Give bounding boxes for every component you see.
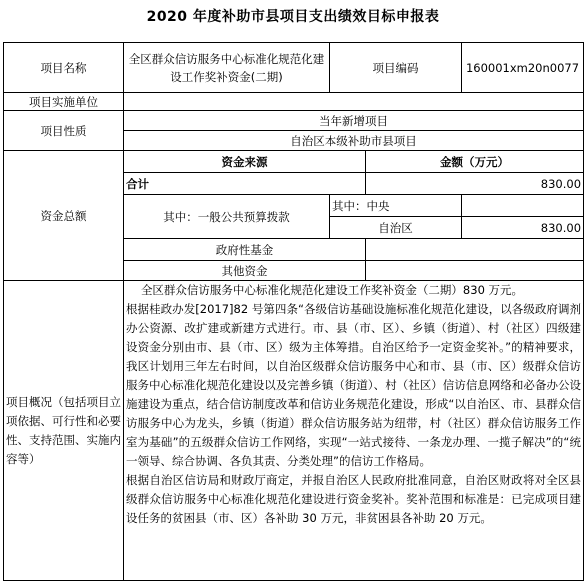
central-label: 其中：中央 — [330, 195, 462, 217]
project-code-value: 160001xm20n0077 — [462, 43, 584, 93]
other-funds-value — [366, 261, 584, 281]
region-value: 830.00 — [462, 217, 584, 239]
application-form — [3, 42, 584, 581]
nature-value-subsidy: 自治区本级补助市县项目 — [124, 131, 584, 151]
overview-paragraph-2: 根据桂政办发[2017]82 号第四条“各级信访基础设施标准化规范化建设，以各级政府调剂办公资源、改扩建或新建方式进行。市、县（市、区）、乡镇（街道）、村（社区）四级建设资金分别由市、县（市、区）级为主体筹措。自治区给予一定资金奖补。”的精神要求，我区计划用三年左右时间，以自治区级群众信访服务中心和市、县（市、区）级群众信访服务中心标准化规范化建设以及完善乡镇（街道）、村（社区）信访信息网络和必备办公设施建设为重点，结合信访制度改革和信访业务规范化建设，形成“以自治区、市、县群众信访服务中心为龙头，乡镇（街道）群众信访服务站为纽带，村（社区）群众信访服务工作室为基础”的五级群众信访工作网络，实现“一站式接待、一条龙办理、一揽子解决”的“统一领导、综合协调、各负其责、分类处理”的信访工作格局。 — [126, 302, 582, 468]
region-label: 自治区 — [330, 217, 462, 239]
impl-unit-label: 项目实施单位 — [4, 93, 124, 111]
impl-unit-value — [124, 93, 584, 111]
overview-paragraph-3: 根据自治区信访局和财政厅商定，并报自治区人民政府批准同意，自治区财政将对全区县级群众信访服务中心标准化规范化建设进行资金奖补。奖补范围和标准是：已完成项目建设任务的贫困县（市、区）各补助 30 万元，非贫困县各补助 20 万元。 — [126, 473, 582, 525]
funds-amount-header: 金额（万元） — [366, 151, 584, 173]
central-value — [462, 195, 584, 217]
funds-source-header: 资金来源 — [124, 151, 366, 173]
other-funds-label: 其他资金 — [124, 261, 366, 281]
nature-value-new: 当年新增项目 — [124, 111, 584, 131]
general-budget-label: 其中：一般公共预算拨款 — [124, 195, 330, 239]
overview-content — [124, 281, 584, 581]
project-name-value: 全区群众信访服务中心标准化规范化建设工作奖补资金(二期) — [124, 43, 330, 93]
nature-label: 项目性质 — [4, 111, 124, 151]
funds-total-label: 合计 — [124, 173, 366, 195]
project-code-label: 项目编码 — [330, 43, 462, 93]
funds-total-value: 830.00 — [366, 173, 584, 195]
overview-label: 项目概况（包括项目立项依据、可行性和必要性、支持范围、实施内容等） — [4, 281, 124, 581]
gov-fund-label: 政府性基金 — [124, 239, 366, 261]
gov-fund-value — [366, 239, 584, 261]
funds-label: 资金总额 — [4, 151, 124, 281]
project-name-label: 项目名称 — [4, 43, 124, 93]
overview-paragraph-1: 全区群众信访服务中心标准化规范化建设工作奖补资金（二期）830 万元。 — [140, 283, 524, 297]
page-title: 2020 年度补助市县项目支出绩效目标申报表 — [146, 9, 440, 25]
